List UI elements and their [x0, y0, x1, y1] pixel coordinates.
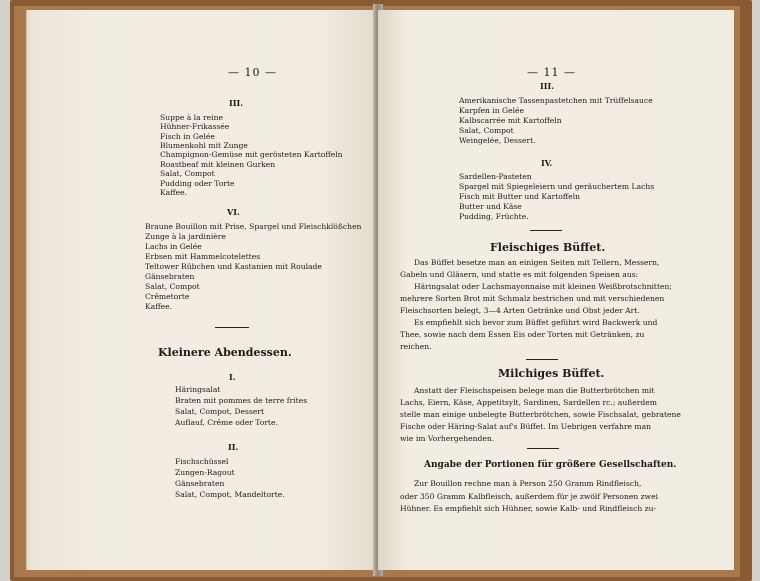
text-line: oder 350 Gramm Kalbfleisch, außerdem für je zwölf Personen zwei [400, 492, 659, 501]
text-line: Thee, sowie nach dem Essen Eis oder Torten mit Getränken, zu [400, 330, 645, 339]
section-heading: III. [229, 98, 244, 108]
menu-item: Hühner-Frikassée [160, 122, 230, 131]
text-line: Zur Bouillon rechne man à Person 250 Gramm Rindfleisch, [414, 479, 642, 488]
menu-item: Salat, Compot, Dessert [175, 407, 265, 416]
page-number: — 11 — [527, 66, 576, 79]
text-line: stelle man einige unbelegte Butterbrötchen, sowie Fischsalat, gebratene [400, 410, 681, 419]
menu-item: Salat, Compot [160, 169, 215, 178]
divider [530, 230, 562, 231]
menu-item: Kaffee. [145, 302, 172, 311]
page-number: — 10 — [228, 66, 277, 79]
menu-item: Gänsebraten [175, 479, 225, 488]
right-page [378, 10, 734, 570]
menu-item: Salat, Compot, Mandeltorte. [175, 490, 285, 499]
menu-item: Fisch in Gelée [160, 131, 215, 141]
menu-item: Zunge à la jardinière [145, 232, 226, 241]
menu-item: Suppe à la reine [160, 113, 223, 122]
menu-item: Butter und Käse [459, 202, 522, 211]
menu-item: Crêmetorte [145, 292, 190, 301]
menu-item: Weingelée, Dessert. [459, 136, 536, 145]
text-line: wie im Vorhergehenden. [400, 434, 495, 443]
text-line: Hühner. Es empfiehlt sich Hühner, sowie Kalb- und Rindfleisch zu- [400, 504, 657, 513]
section-title: Angabe der Portionen für größere Gesellschaften. [424, 460, 677, 470]
menu-item: Kalbscarrée mit Kartoffeln [459, 116, 562, 125]
menu-item: Häringsalat [175, 385, 221, 394]
menu-item: Salat, Compot [459, 126, 514, 135]
section-heading: I. [229, 372, 236, 382]
menu-item: Salat, Compot [145, 282, 200, 291]
menu-item: Auflauf, Crême oder Torte. [175, 418, 278, 427]
menu-item: Gänsebraten [145, 272, 195, 281]
text-line: Fleischsorten belegt, 3—4 Arten Getränke und Obst jeder Art. [400, 306, 640, 315]
section-title: Milchiges Büffet. [498, 367, 605, 380]
menu-item: Kaffee. [160, 188, 187, 197]
text-line: Lachs, Eiern, Käse, Appetitsylt, Sardinen, Sardellen rc.; außerdem [400, 398, 657, 407]
section-title: Kleinere Abendessen. [158, 346, 292, 359]
menu-item: Blumenkohl mit Zunge [160, 141, 248, 150]
menu-item: Braune Bouillon mit Prise, Spargel und Fleischklößchen [145, 222, 362, 231]
text-line: mehrere Sorten Brot mit Schmalz bestrichen und mit verschiedenen [400, 294, 665, 303]
menu-item: Pudding, Früchte. [459, 212, 529, 221]
menu-item: Pudding oder Torte [160, 178, 235, 188]
menu-item: Champignon-Gemüse mit gerösteten Kartoffeln [160, 150, 343, 159]
menu-item: Spargel mit Spiegeleiern und geräuchertem Lachs [459, 182, 655, 191]
menu-item: Fischschüssel [175, 457, 229, 466]
menu-item: Fisch mit Butter und Kartoffeln [459, 192, 581, 201]
left-page [30, 10, 375, 570]
divider [215, 327, 249, 328]
menu-item: Sardellen-Pasteten [459, 172, 532, 181]
section-heading: VI. [227, 207, 240, 217]
menu-item: Zungen-Ragout [175, 468, 235, 477]
section-heading: III. [540, 81, 555, 91]
menu-item: Amerikanische Tassenpastetchen mit Trüffelsauce [459, 96, 653, 105]
menu-item: Karpfen in Gelée [459, 106, 525, 115]
section-heading: II. [228, 442, 239, 452]
menu-item: Braten mit pommes de terre frites [175, 396, 308, 405]
menu-item: Lachs in Gelée [145, 242, 202, 251]
text-line: Häringsalat oder Lachsmayonnaise mit kleinen Weißbrotschnitten; [414, 282, 672, 291]
menu-item: Teltower Rübchen und Kastanien mit Roulade [145, 262, 322, 271]
divider [527, 448, 559, 449]
text-line: Anstatt der Fleischspeisen belege man die Butterbrötchen mit [414, 386, 655, 395]
divider [526, 359, 558, 360]
section-heading: IV. [541, 158, 553, 168]
text-line: Fische oder Häring-Salat auf's Büffet. Im Uebrigen verfahre man [400, 422, 652, 431]
section-title: Fleischiges Büffet. [490, 241, 606, 254]
text-line: Das Büffet besetze man an einigen Seiten mit Tellern, Messern, [414, 258, 660, 267]
menu-item: Erbsen mit Hammelcotelettes [145, 252, 261, 261]
text-line: Gabeln und Gläsern, und statte es mit folgenden Speisen aus: [400, 270, 639, 279]
text-line: Es empfiehlt sich bevor zum Büffet geführt wird Backwerk und [414, 318, 658, 327]
menu-item: Roastbeaf mit kleinen Gurken [160, 160, 276, 169]
text-line: reichen. [400, 342, 432, 351]
